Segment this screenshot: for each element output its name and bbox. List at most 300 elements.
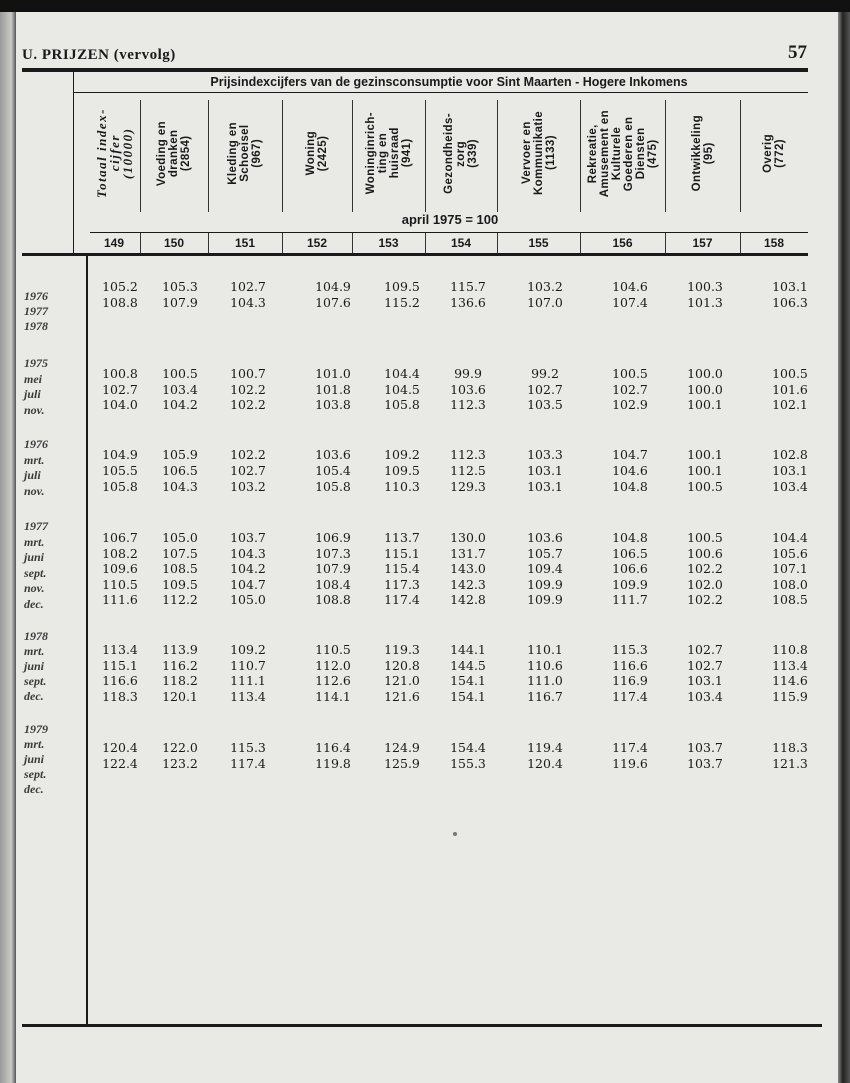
column-header-line: Woning [305,131,317,176]
column-header-line: Vervoer en [520,122,533,185]
table-cell: 107.5 [162,545,198,561]
table-cell: 111.1 [230,673,266,688]
table-cell: 102.7 [102,381,138,397]
row-label: 1975 [24,356,48,370]
column-header-line: Goederen en [622,116,635,191]
column-number: 154 [450,236,472,250]
table-cell: 115.9 [772,688,808,704]
column-header-line: (2425) [317,135,329,172]
row-label: dec. [24,596,44,611]
table-cell: 103.1 [527,479,563,494]
table-cell: 103.1 [772,463,808,478]
bottom-rule [22,1024,822,1027]
table-cell: 102.7 [687,642,723,657]
table-cell: 101.8 [315,381,351,397]
column-header [352,95,425,212]
table-cell: 99.9 [454,366,482,381]
table-cell: 103.2 [230,479,266,494]
table-cell: 104.4 [772,530,808,545]
column-number: 152 [306,236,328,250]
table-cell: 118.3 [102,688,138,704]
table-cell: 101.6 [772,381,808,397]
scan-speck [453,832,457,836]
row-label: juni [24,659,45,673]
column-number: 156 [612,236,633,250]
table-cell: 102.2 [687,561,723,576]
column-divider [352,100,353,212]
table-cell: 105.2 [102,279,138,294]
table-cell: 121.3 [772,756,808,771]
table-cell: 102.1 [772,397,808,412]
table-cell: 105.8 [102,479,138,494]
table-cell: 104.8 [612,479,648,494]
table-cell: 120.4 [102,740,138,755]
column-header-line: Amusement en [598,109,611,198]
column-divider [282,100,283,212]
table-cell: 100.1 [687,447,723,462]
table-cell: 100.3 [687,279,723,294]
table-cell: 106.3 [772,295,808,310]
table-cell: 102.2 [687,592,723,607]
table-cell: 102.7 [527,381,563,397]
table-cell: 115.2 [384,295,420,310]
table-cell: 154.1 [450,673,486,688]
column-header-line: Voeding en [156,120,168,187]
table-cell: 103.6 [450,381,486,397]
table-cell: 102.9 [612,397,648,412]
table-cell: 104.3 [162,479,198,494]
table-cell: 103.4 [162,381,198,397]
row-label: sept. [24,767,47,781]
table-cell: 125.9 [384,756,420,771]
table-cell: 103.8 [315,397,351,412]
table-cell: 117.3 [384,576,420,592]
column-number: 155 [528,236,549,250]
table-cell: 120.8 [384,657,420,673]
row-label: juli [24,468,41,482]
table-cell: 106.5 [612,545,648,561]
row-label: juni [24,752,45,766]
column-header-line: Woninginrich- [364,112,377,195]
column-header [282,95,352,212]
column-header-line: Totaal index- [93,108,109,199]
table-cell: 112.3 [450,447,486,462]
table-cell: 100.0 [687,381,723,397]
table-cell: 155.3 [450,756,486,771]
table-cell: 108.0 [772,576,808,592]
column-header-line: cijfer [106,134,122,173]
column-header [580,95,665,212]
table-cell: 108.4 [315,576,351,592]
row-label: nov. [24,402,45,417]
stub-rule [86,256,88,1026]
row-label: 1978 [24,319,48,333]
column-divider [208,233,209,253]
table-cell: 102.8 [772,447,808,462]
row-label: nov. [24,581,45,595]
table-cell: 116.2 [162,657,198,673]
table-cell: 100.5 [687,479,723,494]
table-cell: 103.6 [527,530,563,545]
table-cell: 107.6 [315,295,351,310]
table-cell: 110.1 [527,642,563,657]
scan-right-border [838,12,850,1083]
table-cell: 105.7 [527,545,563,561]
row-label: mei [24,371,42,386]
table-cell: 110.5 [315,642,351,657]
table-cell: 104.4 [384,366,420,381]
table-cell: 105.4 [315,463,351,478]
table-cell: 100.5 [162,366,198,381]
table-cell: 102.0 [687,576,723,592]
table-cell: 120.4 [527,756,563,771]
table-cell: 116.4 [315,740,351,755]
column-header [740,95,808,212]
table-cell: 104.3 [230,295,266,310]
table-cell: 124.9 [384,740,420,755]
table-cell: 115.3 [612,642,648,657]
table-cell: 136.6 [450,295,486,310]
row-label: 1977 [24,304,48,318]
table-cell: 105.0 [162,530,198,545]
column-header-line: Kleding en [227,122,239,185]
row-label: mrt. [24,737,45,751]
table-cell: 120.1 [162,688,198,704]
table-cell: 112.0 [315,657,351,673]
table-cell: 106.6 [612,561,648,576]
column-header [88,95,140,212]
table-cell: 113.9 [162,642,198,657]
table-cell: 115.7 [450,279,486,294]
column-divider [425,233,426,253]
table-cell: 108.8 [102,295,138,310]
table-cell: 106.9 [315,530,351,545]
table-cell: 104.7 [612,447,648,462]
table-cell: 104.5 [384,381,420,397]
table-cell: 144.5 [450,657,486,673]
table-cell: 107.9 [162,295,198,310]
table-cell: 100.5 [612,366,648,381]
table-cell: 119.4 [527,740,563,755]
table-cell: 103.7 [687,756,723,771]
table-cell: 109.9 [527,592,563,607]
table-cell: 105.3 [162,279,198,294]
column-number: 158 [763,236,785,250]
table-cell: 116.6 [102,673,138,688]
table-cell: 106.5 [162,463,198,478]
table-cell: 114.1 [315,688,351,704]
table-cell: 110.6 [527,657,563,673]
column-header-line: ting en [376,133,389,174]
table-cell: 100.1 [687,463,723,478]
column-header-line: (772) [774,139,786,168]
table-cell: 105.8 [315,479,351,494]
column-header [208,95,282,212]
table-cell: 113.4 [772,657,808,673]
column-header-line: Overig [762,134,774,173]
table-cell: 101.3 [687,295,723,310]
table-cell: 119.8 [315,756,351,771]
table-cell: 119.3 [384,642,420,657]
table-cell: 108.8 [315,592,351,607]
column-divider [497,233,498,253]
base-period-label: april 1975 = 100 [401,212,499,227]
table-cell: 102.7 [230,279,266,294]
table-cell: 114.6 [772,673,808,688]
table-cell: 105.5 [102,463,138,478]
table-cell: 108.5 [162,561,198,576]
row-label: 1978 [24,629,48,643]
table-cell: 110.3 [384,479,420,494]
column-header-line: (1133) [544,135,557,171]
table-cell: 131.7 [450,545,486,561]
table-cell: 119.6 [612,756,648,771]
table-cell: 104.2 [162,397,198,412]
column-header [497,95,580,212]
table-cell: 105.6 [772,545,808,561]
table-cell: 116.9 [612,673,648,688]
row-label: juni [24,550,45,564]
book-gutter [0,12,16,1083]
table-cell: 104.9 [102,447,138,462]
table-cell: 115.4 [384,561,420,576]
column-divider [140,100,141,212]
table-cell: 130.0 [450,530,486,545]
column-header-line: (10000) [119,127,135,180]
table-cell: 117.4 [612,688,648,704]
table-cell: 154.1 [450,688,486,704]
table-cell: 100.5 [687,530,723,545]
column-divider [665,100,666,212]
row-label: mrt. [24,452,45,467]
table-cell: 104.0 [102,397,138,412]
column-divider [425,100,426,212]
column-header-line: Kommunikatie [532,111,545,196]
column-divider [580,233,581,253]
column-divider [352,233,353,253]
table-cell: 106.7 [102,530,138,545]
column-number: 153 [378,236,399,250]
table-cell: 143.0 [450,561,486,576]
table-cell: 103.4 [772,479,808,494]
table-cell: 103.6 [315,447,351,462]
table-cell: 104.8 [612,530,648,545]
table-cell: 109.9 [527,576,563,592]
table-cell: 105.9 [162,447,198,462]
table-cell: 117.4 [230,756,266,771]
table-cell: 109.4 [527,561,563,576]
section-title: U. PRIJZEN (vervolg) [22,47,176,63]
table-cell: 102.7 [687,657,723,673]
table-cell: 105.0 [230,592,266,607]
table-cell: 142.8 [450,592,486,607]
table-cell: 110.5 [102,576,138,592]
row-label: sept. [24,674,47,688]
top-rule [22,68,808,72]
table-cell: 103.7 [230,530,266,545]
table-cell: 107.0 [527,295,563,310]
table-cell: 122.0 [162,740,198,755]
table-cell: 109.9 [612,576,648,592]
table-cell: 102.2 [230,397,266,412]
table-cell: 113.4 [102,642,138,657]
column-header-line: (339) [467,139,479,168]
table-cell: 110.8 [772,642,808,657]
column-header-line: Gezondheids- [443,113,455,194]
table-cell: 109.2 [384,447,420,462]
table-cell: 104.3 [230,545,266,561]
table-cell: 104.6 [612,463,648,478]
row-label: 1976 [24,437,48,451]
table-cell: 101.0 [315,366,351,381]
table-cell: 111.7 [612,592,648,607]
row-label: mrt. [24,644,45,658]
table-cell: 107.4 [612,295,648,310]
row-label: 1979 [24,722,48,736]
table-cell: 108.2 [102,545,138,561]
table-cell: 122.4 [102,756,138,771]
row-label: 1976 [24,289,48,303]
row-label: sept. [24,565,47,580]
column-divider [665,233,666,253]
table-cell: 118.2 [162,673,198,688]
table-cell: 111.0 [527,673,563,688]
table-cell: 103.1 [527,463,563,478]
table-cell: 123.2 [162,756,198,771]
table-cell: 112.2 [162,592,198,607]
table-title: Prijsindexcijfers van de gezinsconsumptie voor Sint Maarten - Hogere Inkomens [210,75,688,89]
table-cell: 102.7 [612,381,648,397]
column-header-line: (95) [702,142,715,165]
column-header-line: (475) [646,139,659,168]
table-cell: 112.3 [450,397,486,412]
table-cell: 102.2 [230,381,266,397]
column-number: 149 [103,236,125,250]
table-cell: 142.3 [450,576,486,592]
column-number: 150 [163,236,185,250]
column-divider [580,100,581,212]
table-cell: 103.3 [527,447,563,462]
table-cell: 105.8 [384,397,420,412]
title-rule [73,92,808,93]
table-cell: 110.7 [230,657,266,673]
table-cell: 100.6 [687,545,723,561]
table-cell: 111.6 [102,592,138,607]
column-divider [140,233,141,253]
table-cell: 102.2 [230,447,266,462]
table-cell: 109.6 [102,561,138,576]
column-header [425,95,497,212]
table-cell: 109.5 [162,576,198,592]
row-label: nov. [24,483,45,498]
column-divider [740,100,741,212]
column-header-line: Diensten [634,127,647,180]
table-cell: 115.1 [102,657,138,673]
table-cell: 154.4 [450,740,486,755]
table-cell: 100.7 [230,366,266,381]
table-cell: 129.3 [450,479,486,494]
column-header-line: Kulturele [610,126,623,181]
table-cell: 107.3 [315,545,351,561]
table-cell: 107.9 [315,561,351,576]
column-header-line: dranken [168,129,180,178]
table-cell: 113.7 [384,530,420,545]
column-header-line: huisraad [388,127,401,180]
column-header [665,95,740,212]
column-divider [282,233,283,253]
column-divider [208,100,209,212]
column-header [140,95,208,212]
row-label: dec. [24,689,44,703]
table-cell: 107.1 [772,561,808,576]
table-cell: 112.6 [315,673,351,688]
table-cell: 108.5 [772,592,808,607]
table-cell: 113.4 [230,688,266,704]
table-cell: 115.3 [230,740,266,755]
table-cell: 121.0 [384,673,420,688]
table-cell: 99.2 [531,366,559,381]
table-cell: 104.2 [230,561,266,576]
column-header-line: (2854) [180,135,192,172]
header-left-rule [73,72,74,255]
column-header-line: Ontwikkeling [690,115,703,192]
table-cell: 109.2 [230,642,266,657]
table-cell: 103.2 [527,279,563,294]
column-number: 151 [234,236,256,250]
table-cell: 144.1 [450,642,486,657]
column-header-line: zorg [455,140,467,167]
scan-top-border [0,0,850,12]
table-cell: 100.1 [687,397,723,412]
table-cell: 104.7 [230,576,266,592]
table-cell: 117.4 [612,740,648,755]
table-cell: 115.1 [384,545,420,561]
column-header-line: Schoeisel [239,124,251,183]
table-cell: 112.5 [450,463,486,478]
row-label: juli [24,387,41,401]
table-cell: 109.5 [384,279,420,294]
table-cell: 121.6 [384,688,420,704]
table-cell: 104.9 [315,279,351,294]
row-label: dec. [24,782,44,796]
table-cell: 103.4 [687,688,723,704]
column-number: 157 [692,236,713,250]
table-cell: 116.6 [612,657,648,673]
column-header-line: Rekreatie, [586,124,599,183]
table-cell: 102.7 [230,463,266,478]
table-cell: 118.3 [772,740,808,755]
column-divider [740,233,741,253]
table-cell: 103.1 [772,279,808,294]
row-label: 1977 [24,519,48,533]
table-cell: 109.5 [384,463,420,478]
table-cell: 117.4 [384,592,420,607]
table-cell: 100.0 [687,366,723,381]
column-header-line: (941) [400,139,413,168]
table-cell: 116.7 [527,688,563,704]
column-divider [497,100,498,212]
table-cell: 104.6 [612,279,648,294]
page-number: 57 [788,42,807,63]
table-cell: 100.8 [102,366,138,381]
column-header-line: (967) [251,139,263,168]
header-bottom-rule [22,253,808,256]
table-cell: 100.5 [772,366,808,381]
table-cell: 103.1 [687,673,723,688]
table-cell: 103.5 [527,397,563,412]
row-label: mrt. [24,534,45,549]
table-cell: 103.7 [687,740,723,755]
